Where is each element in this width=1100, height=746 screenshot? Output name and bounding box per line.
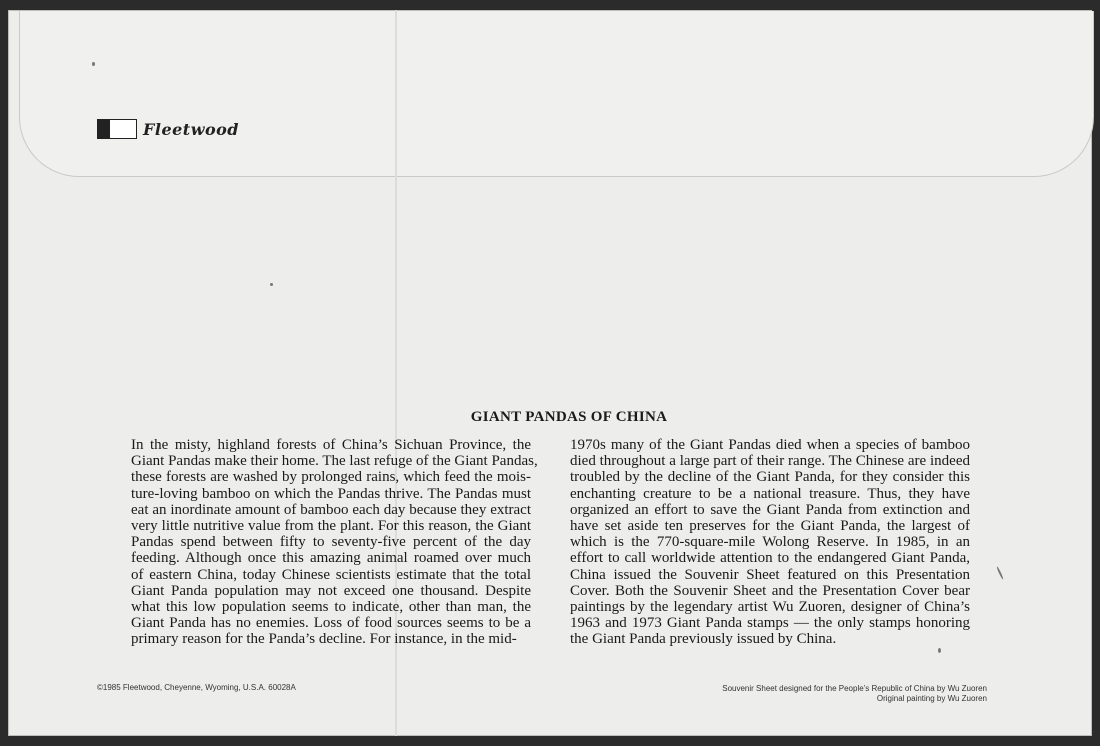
fleetwood-logo-text: Fleetwood	[143, 119, 239, 139]
text-line: primary reason for the Panda’s decline. For instance, in the mid-	[131, 631, 517, 648]
text-line: paintings by the legendary artist Wu Zuoren, designer of China’s	[570, 599, 970, 616]
text-line: organized an effort to save the Giant Panda from extinction and	[570, 501, 970, 518]
credits	[722, 684, 987, 704]
text-line: the Giant Panda previously issued by China.	[570, 631, 837, 648]
text-line: of eastern China, today Chinese scientists estimate that the total	[131, 566, 531, 583]
text-line: troubled by the decline of the Giant Panda, for they consider this	[570, 469, 970, 486]
article-column-left	[131, 437, 538, 648]
text-line: very little nutritive value from the plant. For this reason, the Giant	[131, 518, 531, 535]
text-line: have set aside ten preserves for the Giant Panda, the largest of	[570, 518, 970, 535]
text-line: In the misty, highland forests of China’s Sichuan Province, the	[131, 437, 531, 453]
text-line: feeding. Although once this amazing animal roamed over much	[131, 550, 531, 567]
text-line: which is the 770-square-mile Wolong Reserve. In 1985, in an	[570, 534, 970, 551]
fleetwood-logo	[97, 118, 239, 140]
credit-line: Souvenir Sheet designed for the People’s Republic of China by Wu Zuoren	[722, 684, 987, 693]
text-line: Cover. Both the Souvenir Sheet and the Presentation Cover bear	[570, 582, 970, 599]
article-column-right	[570, 437, 970, 648]
fleetwood-logo-mark	[97, 119, 137, 139]
text-line: enchanting creature to be a national treasure. Thus, they have	[570, 485, 970, 502]
text-line: Pandas spend between fifty to seventy-five percent of the day	[131, 534, 531, 551]
text-line: 1970s many of the Giant Pandas died when a species of bamboo	[570, 437, 970, 453]
text-line: Giant Pandas make their home. The last refuge of the Giant Pandas,	[131, 453, 538, 470]
speck	[270, 283, 273, 286]
text-line: died throughout a large part of their range. The Chinese are indeed	[570, 453, 970, 470]
speck	[938, 648, 941, 653]
text-line: 1963 and 1973 Giant Panda stamps — the only stamps honoring	[570, 615, 970, 632]
text-line: Giant Panda has no enemies. Loss of food sources seems to be a	[131, 615, 531, 632]
speck	[92, 62, 95, 66]
text-line: effort to call worldwide attention to the endangered Giant Panda,	[570, 550, 970, 567]
text-line: what this low population seems to indicate, other than man, the	[131, 599, 531, 616]
envelope-flap	[19, 11, 1094, 177]
article-title: GIANT PANDAS OF CHINA	[470, 409, 668, 425]
text-line: ture-loving bamboo on which the Pandas thrive. The Pandas must	[131, 485, 531, 502]
text-line: these forests are washed by prolonged rains, which feed the mois-	[131, 469, 531, 486]
text-line: eat an inordinate amount of bamboo each day because they extract	[131, 501, 531, 518]
text-line: Giant Panda population may not exceed one thousand. Despite	[131, 582, 531, 599]
text-line: China issued the Souvenir Sheet featured on this Presentation	[570, 566, 970, 583]
copyright-notice: ©1985 Fleetwood, Cheyenne, Wyoming, U.S.A. 60028A	[97, 683, 296, 692]
credit-line: Original painting by Wu Zuoren	[876, 694, 987, 703]
